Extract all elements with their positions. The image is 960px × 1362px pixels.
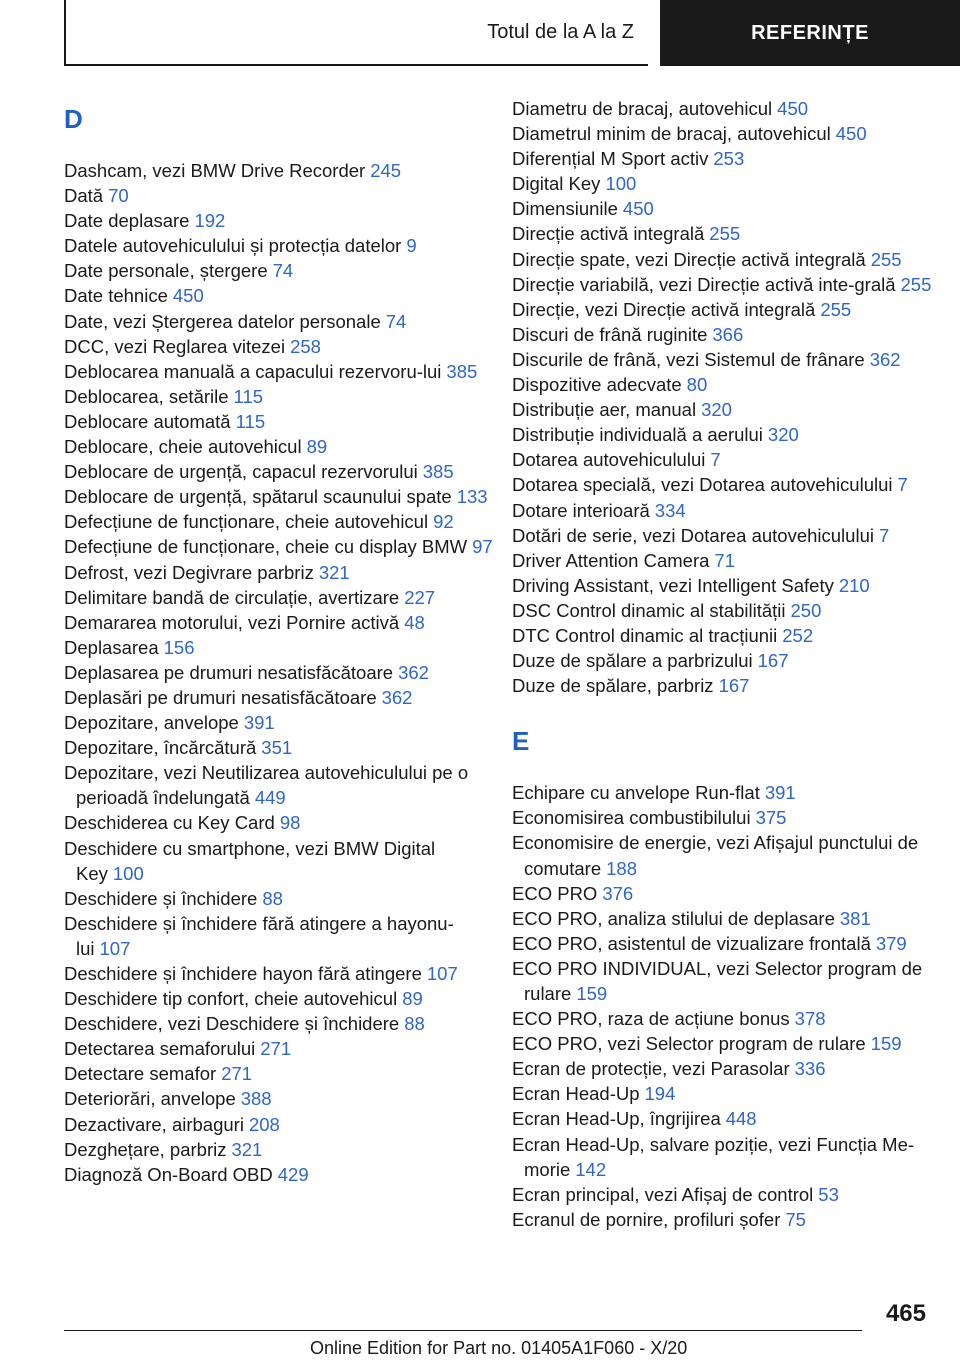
- index-entry: [512, 780, 952, 805]
- section-spacer: [512, 698, 952, 718]
- page-reference-link[interactable]: 321: [318, 561, 350, 583]
- index-entry: [512, 447, 952, 472]
- page-reference-link[interactable]: 192: [194, 210, 226, 232]
- entry-text: Deschidere și închidere: [64, 887, 258, 909]
- page-reference-link[interactable]: 75: [785, 1208, 806, 1230]
- index-entry: [512, 1132, 952, 1182]
- entry-text: Driving Assistant, vezi Intelligent Safety: [512, 574, 834, 596]
- index-entry: [64, 309, 504, 334]
- entry-text: Dotarea autovehiculului: [512, 449, 706, 471]
- page-reference-link[interactable]: 255: [709, 223, 741, 245]
- entry-text: Ecran Head-Up, salvare poziție, vezi Funcția Me‐morie: [512, 1133, 915, 1180]
- index-entry: [512, 96, 952, 121]
- entry-text: Dotarea specială, vezi Dotarea autovehiculului: [512, 474, 893, 496]
- entry-text: Discurile de frână, vezi Sistemul de frânare: [512, 348, 865, 370]
- entry-text: Depozitare, anvelope: [64, 712, 239, 734]
- index-entry: [64, 735, 504, 760]
- index-entry: [64, 1162, 504, 1187]
- index-column-right: [512, 96, 952, 1232]
- page-reference-link[interactable]: 156: [163, 636, 195, 658]
- entry-text: Date personale, ștergere: [64, 260, 268, 282]
- entry-text: Direcție, vezi Direcție activă integrală: [512, 298, 816, 320]
- index-entry: [512, 196, 952, 221]
- index-entry: [512, 1106, 952, 1131]
- index-entries-e: [512, 780, 952, 1232]
- index-entry: [512, 297, 952, 322]
- page-reference-link[interactable]: 7: [878, 524, 890, 546]
- entry-text: Duze de spălare, parbriz: [512, 675, 714, 697]
- page-reference-link[interactable]: 362: [381, 686, 413, 708]
- entry-text: Delimitare bandă de circulație, avertizare: [64, 586, 400, 608]
- entry-text: Deblocare, cheie autovehicul: [64, 436, 302, 458]
- entry-text: Deblocare de urgență, spătarul scaunului spate: [64, 486, 452, 508]
- index-entry: [512, 1207, 952, 1232]
- entry-text: Deschidere, vezi Deschidere și închidere: [64, 1013, 400, 1035]
- index-entry: [64, 886, 504, 911]
- entry-text: Deschiderea cu Key Card: [64, 812, 275, 834]
- page-reference-link[interactable]: 210: [838, 574, 870, 596]
- index-entry: [512, 830, 952, 880]
- entry-text: Diferențial M Sport activ: [512, 148, 709, 170]
- entry-text: Depozitare, vezi Neutilizarea autovehiculului pe o perioadă îndelungată: [64, 762, 469, 809]
- page-reference-link[interactable]: 448: [725, 1108, 757, 1130]
- entry-text: ECO PRO, vezi Selector program de rulare: [512, 1033, 866, 1055]
- entry-text: Ecran Head-Up: [512, 1083, 640, 1105]
- index-entry: [64, 585, 504, 610]
- page-reference-link[interactable]: 385: [446, 360, 478, 382]
- page-reference-link[interactable]: 97: [472, 536, 493, 558]
- index-entry: [512, 1031, 952, 1056]
- entry-text: Diametrul minim de bracaj, autovehicul: [512, 123, 831, 145]
- entry-text: Demararea motorului, vezi Pornire activă: [64, 611, 400, 633]
- index-entry: [512, 1081, 952, 1106]
- page-reference-link[interactable]: 320: [701, 399, 732, 421]
- index-entry: [512, 1182, 952, 1207]
- entry-text: Dotări de serie, vezi Dotarea autovehiculului: [512, 524, 874, 546]
- page-reference-link[interactable]: 391: [764, 782, 796, 804]
- entry-text: Dezghețare, parbriz: [64, 1138, 227, 1160]
- index-entry: [512, 598, 952, 623]
- entry-text: Deplasări pe drumuri nesatisfăcătoare: [64, 686, 377, 708]
- page-reference-link[interactable]: 227: [404, 586, 436, 608]
- entry-text: Ecran Head-Up, îngrijirea: [512, 1108, 721, 1130]
- index-column-left: [64, 96, 504, 1187]
- page-reference-link[interactable]: 70: [108, 185, 129, 207]
- entry-text: Datele autovehiculului și protecția datelor: [64, 235, 402, 257]
- index-entry: [512, 498, 952, 523]
- index-letter-d: D: [64, 104, 83, 134]
- entry-text: Ecran de protecție, vezi Parasolar: [512, 1058, 790, 1080]
- edition-footer: Online Edition for Part no. 01405A1F060 - X/20: [310, 1338, 688, 1358]
- page-reference-link[interactable]: 167: [718, 675, 750, 697]
- page-reference-link[interactable]: 107: [426, 963, 458, 984]
- page-reference-link[interactable]: 450: [777, 98, 809, 119]
- index-entry: [512, 247, 952, 272]
- index-entry: [512, 956, 952, 1006]
- page-reference-link[interactable]: 194: [644, 1083, 676, 1105]
- page-reference-link[interactable]: 362: [398, 661, 429, 683]
- page-number: 465: [885, 1300, 926, 1327]
- page-reference-link[interactable]: 89: [402, 988, 423, 1010]
- index-entry: [64, 1036, 504, 1061]
- page-reference-link[interactable]: 255: [900, 273, 932, 295]
- index-entry: [512, 1006, 952, 1031]
- page-reference-link[interactable]: 167: [757, 650, 789, 672]
- page-reference-link[interactable]: 159: [870, 1033, 902, 1055]
- entry-text: Digital Key: [512, 173, 601, 195]
- index-entry: [512, 472, 952, 497]
- page-reference-link[interactable]: 53: [818, 1183, 839, 1205]
- entry-text: Detectare semafor: [64, 1063, 217, 1085]
- index-entry: [64, 685, 504, 710]
- page-reference-link[interactable]: 80: [686, 374, 708, 396]
- page-reference-link[interactable]: 7: [710, 449, 721, 471]
- page-reference-link[interactable]: 385: [422, 461, 454, 483]
- page-reference-link[interactable]: 74: [272, 260, 294, 282]
- page-reference-link[interactable]: 100: [112, 862, 144, 884]
- page-reference-link[interactable]: 115: [235, 410, 266, 432]
- entry-text: Deteriorări, anvelope: [64, 1088, 236, 1110]
- entry-text: Direcție activă integrală: [512, 223, 705, 245]
- chapter-tab: REFERINȚE: [660, 0, 960, 66]
- header-rule: [64, 64, 648, 66]
- entry-text: Driver Attention Camera: [512, 549, 710, 571]
- page-reference-link[interactable]: 271: [260, 1038, 292, 1060]
- page-reference-link[interactable]: 100: [605, 173, 637, 195]
- page-reference-link[interactable]: 188: [606, 857, 637, 879]
- entry-text: Deplasarea pe drumuri nesatisfăcătoare: [64, 661, 394, 683]
- page-reference-link[interactable]: 271: [221, 1063, 253, 1085]
- section-title: Totul de la A la Z: [487, 20, 634, 43]
- index-entry: [64, 283, 504, 308]
- index-entry: [64, 1086, 504, 1111]
- page-reference-link[interactable]: 429: [277, 1163, 309, 1185]
- page-reference-link[interactable]: 133: [456, 486, 488, 508]
- page-reference-link[interactable]: 391: [243, 712, 275, 734]
- index-entry: [64, 610, 504, 635]
- page-reference-link[interactable]: 379: [875, 932, 907, 954]
- entry-text: Dimensiunile: [512, 198, 618, 220]
- page-reference-link[interactable]: 450: [835, 123, 867, 145]
- entry-text: ECO PRO INDIVIDUAL, vezi Selector program de rulare: [512, 957, 923, 1004]
- page-reference-link[interactable]: 7: [897, 474, 908, 496]
- footer-rule: [64, 1330, 862, 1331]
- entry-text: Deblocare automată: [64, 410, 231, 432]
- entry-text: Ecran principal, vezi Afișaj de control: [512, 1183, 814, 1205]
- entry-text: ECO PRO: [512, 882, 598, 904]
- page-reference-link[interactable]: 376: [602, 882, 634, 904]
- page-reference-link[interactable]: 450: [622, 198, 654, 220]
- entry-text: Deblocarea manuală a capacului rezervoru‐lui: [64, 360, 442, 382]
- index-entry: [64, 911, 504, 961]
- entry-text: Echipare cu anvelope Run-flat: [512, 782, 760, 804]
- index-entry: [512, 548, 952, 573]
- entry-text: Distribuție aer, manual: [512, 399, 697, 421]
- index-entry: [64, 836, 504, 886]
- page-reference-link[interactable]: 255: [870, 248, 902, 270]
- index-entry: [64, 359, 504, 384]
- index-entry: [64, 484, 504, 509]
- page-reference-link[interactable]: 336: [794, 1058, 826, 1080]
- entry-text: Dezactivare, airbaguri: [64, 1113, 244, 1135]
- index-entry: [512, 146, 952, 171]
- index-entry: [64, 1137, 504, 1162]
- entry-text: Dotare interioară: [512, 499, 650, 521]
- entry-text: Deblocarea, setările: [64, 385, 229, 407]
- index-entry: [512, 422, 952, 447]
- page-reference-link[interactable]: 88: [404, 1013, 425, 1035]
- entry-text: DCC, vezi Reglarea vitezei: [64, 335, 286, 357]
- entry-text: Date tehnice: [64, 285, 168, 307]
- index-entry: [64, 459, 504, 484]
- entry-text: Deblocare de urgență, capacul rezervorului: [64, 461, 418, 483]
- entry-text: Deschidere tip confort, cheie autovehicul: [64, 988, 398, 1010]
- index-entry: [64, 409, 504, 434]
- entry-text: Economisirea combustibilului: [512, 807, 751, 829]
- page-reference-link[interactable]: 362: [869, 348, 901, 370]
- index-entry: [64, 1112, 504, 1137]
- page-reference-link[interactable]: 89: [306, 436, 328, 458]
- entry-text: Dată: [64, 185, 104, 207]
- index-entry: [512, 523, 952, 548]
- page-reference-link[interactable]: 98: [279, 812, 301, 834]
- index-entry: [64, 509, 504, 534]
- entry-text: Detectarea semaforului: [64, 1038, 256, 1060]
- entry-text: DSC Control dinamic al stabilității: [512, 599, 786, 621]
- index-entry: [64, 434, 504, 459]
- entry-text: Ecranul de pornire, profiluri șofer: [512, 1208, 781, 1230]
- index-entries-d-continued: [512, 96, 952, 698]
- index-entry: [64, 1061, 504, 1086]
- index-letter-e: E: [512, 726, 530, 757]
- index-entry: [64, 635, 504, 660]
- entry-text: Deschidere și închidere fără atingere a hayonu‐lui: [64, 912, 454, 959]
- entry-text: Duze de spălare a parbrizului: [512, 650, 753, 672]
- page-reference-link[interactable]: 74: [385, 310, 407, 332]
- index-entry: [512, 171, 952, 196]
- page-reference-link[interactable]: 388: [240, 1088, 272, 1110]
- page-reference-link[interactable]: 159: [576, 983, 608, 1004]
- page-reference-link[interactable]: 107: [99, 937, 131, 959]
- index-entry: [512, 931, 952, 956]
- page-reference-link[interactable]: 334: [654, 499, 686, 521]
- index-entry: [512, 322, 952, 347]
- page-reference-link[interactable]: 255: [820, 298, 852, 320]
- page-reference-link[interactable]: 252: [782, 624, 814, 646]
- index-entry: [512, 805, 952, 830]
- entry-text: Depozitare, încărcătură: [64, 737, 257, 759]
- index-entry: [64, 258, 504, 283]
- index-entry: [64, 660, 504, 685]
- entry-text: Dispozitive adecvate: [512, 374, 682, 396]
- index-entry: [512, 272, 952, 297]
- index-entry: [64, 158, 504, 183]
- page-reference-link[interactable]: 375: [755, 807, 787, 829]
- page-reference-link[interactable]: 253: [713, 148, 745, 170]
- index-entry: [512, 121, 952, 146]
- index-entry: [64, 760, 504, 810]
- entry-text: Distribuție individuală a aerului: [512, 424, 763, 446]
- index-entry: [512, 881, 952, 906]
- index-entry: [512, 1056, 952, 1081]
- index-entry: [512, 673, 952, 698]
- page-reference-link[interactable]: 258: [290, 335, 321, 357]
- index-entry: [512, 347, 952, 372]
- index-entry: [64, 986, 504, 1011]
- page-reference-link[interactable]: 320: [767, 424, 799, 446]
- entry-text: Discuri de frână ruginite: [512, 323, 708, 345]
- entry-text: Deplasarea: [64, 636, 159, 658]
- index-entry: [512, 906, 952, 931]
- entry-text: Defecțiune de funcționare, cheie autovehicul: [64, 511, 429, 533]
- index-entry: [64, 233, 504, 258]
- index-entry: [64, 534, 504, 559]
- page-reference-link[interactable]: 208: [248, 1113, 280, 1135]
- index-entry: [64, 208, 504, 233]
- index-entry: [64, 560, 504, 585]
- index-entry: [512, 648, 952, 673]
- entry-text: Diagnoză On-Board OBD: [64, 1163, 273, 1185]
- page-reference-link[interactable]: 9: [406, 235, 417, 257]
- page-reference-link[interactable]: 245: [370, 160, 402, 181]
- index-entries-d: [64, 158, 504, 1187]
- page-reference-link[interactable]: 351: [261, 737, 293, 759]
- index-entry: [64, 1011, 504, 1036]
- entry-text: Date, vezi Ștergerea datelor personale: [64, 310, 381, 332]
- entry-text: Economisire de energie, vezi Afișajul punctului de comutare: [512, 832, 919, 879]
- page-reference-link[interactable]: 48: [404, 611, 425, 633]
- entry-text: ECO PRO, analiza stilului de deplasare: [512, 907, 835, 929]
- index-entry: [64, 334, 504, 359]
- entry-text: Deschidere cu smartphone, vezi BMW Digital Key: [64, 837, 436, 884]
- page-reference-link[interactable]: 115: [233, 385, 264, 407]
- page-reference-link[interactable]: 450: [172, 285, 204, 307]
- page-reference-link[interactable]: 366: [712, 323, 744, 345]
- entry-text: Direcție spate, vezi Direcție activă integrală: [512, 248, 866, 270]
- page-reference-link[interactable]: 250: [790, 599, 822, 621]
- page-reference-link[interactable]: 71: [714, 549, 735, 571]
- index-entry: [64, 961, 504, 986]
- entry-text: Diametru de bracaj, autovehicul: [512, 98, 773, 119]
- entry-text: Deschidere și închidere hayon fără atingere: [64, 963, 422, 984]
- entry-text: Defrost, vezi Degivrare parbriz: [64, 561, 314, 583]
- index-entry: [512, 623, 952, 648]
- index-entry: [64, 710, 504, 735]
- entry-text: ECO PRO, raza de acțiune bonus: [512, 1008, 790, 1030]
- entry-text: Dashcam, vezi BMW Drive Recorder: [64, 160, 366, 181]
- index-entry: [64, 183, 504, 208]
- entry-text: Defecțiune de funcționare, cheie cu display BMW: [64, 536, 468, 558]
- page-reference-link[interactable]: 449: [254, 787, 286, 809]
- index-entry: [512, 573, 952, 598]
- page-reference-link[interactable]: 88: [262, 887, 283, 909]
- entry-text: ECO PRO, asistentul de vizualizare frontală: [512, 932, 871, 954]
- entry-text: Date deplasare: [64, 210, 190, 232]
- entry-text: DTC Control dinamic al tracțiunii: [512, 624, 778, 646]
- index-entry: [512, 372, 952, 397]
- page-reference-link[interactable]: 378: [794, 1008, 826, 1030]
- index-entry: [64, 384, 504, 409]
- index-entry: [512, 221, 952, 246]
- index-entry: [64, 810, 504, 835]
- page-reference-link[interactable]: 381: [839, 907, 871, 929]
- index-entry: [512, 397, 952, 422]
- page-reference-link[interactable]: 321: [231, 1138, 263, 1160]
- page-reference-link[interactable]: 142: [575, 1158, 607, 1180]
- entry-text: Direcție variabilă, vezi Direcție activă inte‐grală: [512, 273, 896, 295]
- page-reference-link[interactable]: 92: [433, 511, 454, 533]
